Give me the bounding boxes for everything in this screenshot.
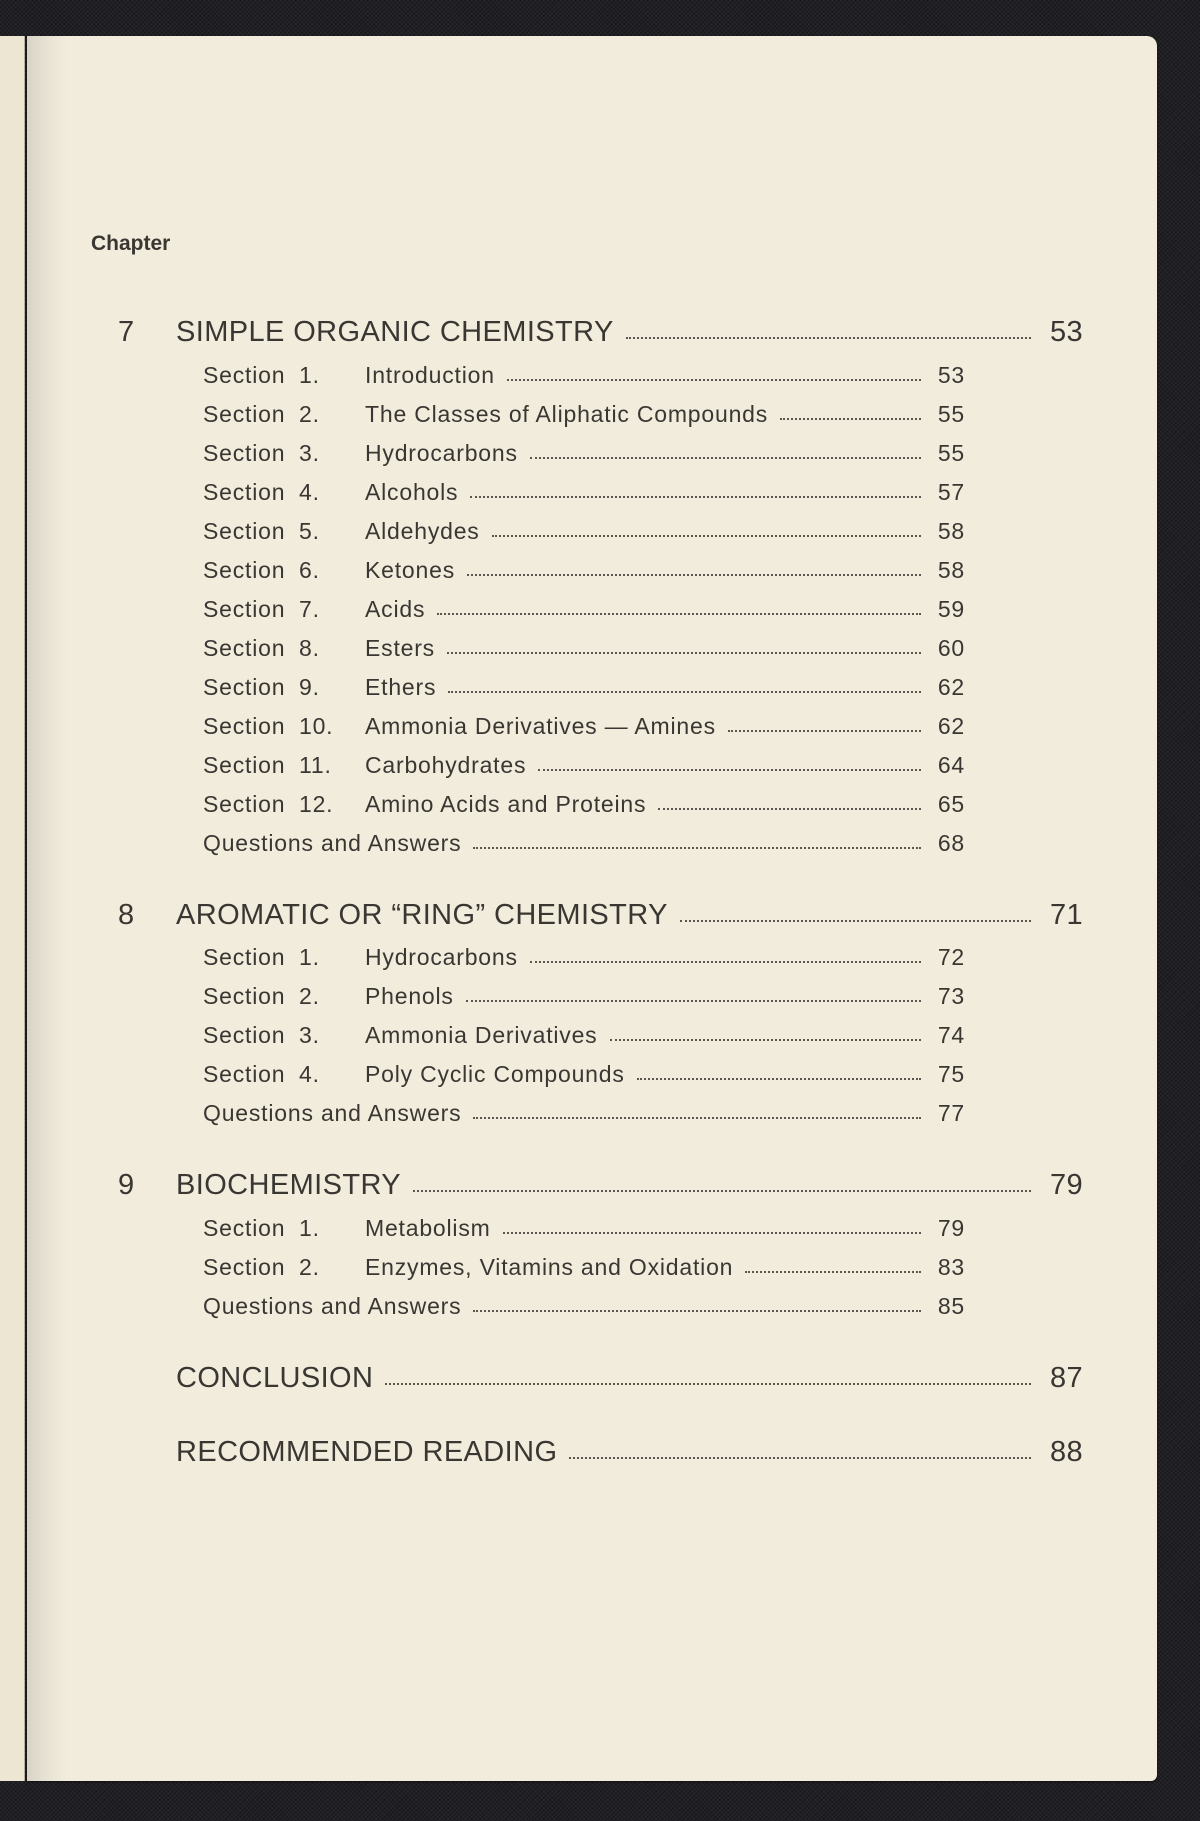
page-number: 68	[937, 830, 965, 856]
section-entry[interactable]	[203, 557, 965, 584]
book-page	[27, 36, 1157, 1781]
page-number: 83	[937, 1254, 965, 1280]
dot-leader	[780, 415, 921, 420]
dot-leader	[530, 454, 921, 459]
section-label: Section	[203, 518, 286, 544]
section-title: Amino Acids and Proteins	[365, 791, 647, 817]
page-number: 55	[937, 401, 965, 427]
section-title: Phenols	[365, 983, 454, 1009]
section-entry[interactable]	[203, 1254, 965, 1281]
page-number: 53	[1049, 316, 1083, 348]
section-number: 11.	[299, 752, 332, 778]
section-label: Section	[203, 479, 286, 505]
dot-leader	[658, 805, 921, 810]
section-entry[interactable]	[203, 944, 965, 971]
page-number: 64	[937, 752, 965, 778]
section-title: Ethers	[365, 674, 437, 700]
section-entry[interactable]	[203, 713, 965, 740]
dot-leader	[413, 1187, 1031, 1192]
section-entry[interactable]	[203, 1061, 965, 1088]
back-matter-title: CONCLUSION	[176, 1362, 374, 1394]
page-number: 71	[1049, 899, 1083, 931]
section-label: Section	[203, 713, 286, 739]
dot-leader	[385, 1380, 1031, 1385]
section-entry[interactable]	[203, 362, 965, 389]
chapter-title: BIOCHEMISTRY	[176, 1169, 402, 1201]
page-number: 60	[937, 635, 965, 661]
dot-leader	[626, 334, 1031, 339]
qa-title: Questions and Answers	[203, 1293, 462, 1319]
section-title: Esters	[365, 635, 435, 661]
page-number: 74	[937, 1022, 965, 1048]
section-number: 4.	[299, 479, 320, 505]
section-title: Acids	[365, 596, 426, 622]
section-number: 3.	[299, 440, 320, 466]
section-entry[interactable]	[203, 635, 965, 662]
section-label: Section	[203, 752, 286, 778]
section-label: Section	[203, 674, 286, 700]
questions-answers-entry[interactable]	[203, 830, 965, 857]
section-entry[interactable]	[203, 479, 965, 506]
section-label: Section	[203, 440, 286, 466]
section-label: Section	[203, 1022, 286, 1048]
section-number: 2.	[299, 1254, 320, 1280]
recommended-reading-entry[interactable]	[118, 1436, 1083, 1469]
section-number: 1.	[299, 1215, 320, 1241]
section-number: 10.	[299, 713, 334, 739]
dot-leader	[507, 376, 921, 381]
dot-leader	[530, 958, 921, 963]
section-title: Alcohols	[365, 479, 459, 505]
section-number: 2.	[299, 401, 320, 427]
section-number: 5.	[299, 518, 320, 544]
dot-leader	[466, 997, 921, 1002]
section-label: Section	[203, 791, 286, 817]
section-number: 7.	[299, 596, 320, 622]
chapter-entry[interactable]	[118, 899, 1083, 932]
page-number: 87	[1049, 1362, 1083, 1394]
section-entry[interactable]	[203, 1215, 965, 1242]
section-number: 8.	[299, 635, 320, 661]
page-number: 65	[937, 791, 965, 817]
section-label: Section	[203, 635, 286, 661]
dot-leader	[448, 688, 921, 693]
dot-leader	[745, 1268, 921, 1273]
conclusion-entry[interactable]	[118, 1362, 1083, 1395]
section-title: Introduction	[365, 362, 495, 388]
section-title: Enzymes, Vitamins and Oxidation	[365, 1254, 734, 1280]
section-title: Hydrocarbons	[365, 944, 518, 970]
dot-leader	[447, 649, 921, 654]
dot-leader	[637, 1075, 921, 1080]
page-number: 88	[1049, 1436, 1083, 1468]
dot-leader	[503, 1229, 921, 1234]
section-number: 6.	[299, 557, 320, 583]
section-entry[interactable]	[203, 440, 965, 467]
chapter-title: SIMPLE ORGANIC CHEMISTRY	[176, 316, 614, 348]
page-number: 85	[937, 1293, 965, 1319]
page-number: 79	[937, 1215, 965, 1241]
section-title: Hydrocarbons	[365, 440, 518, 466]
dot-leader	[473, 844, 921, 849]
section-label: Section	[203, 944, 286, 970]
chapter-entry[interactable]	[118, 316, 1083, 349]
section-title: Ammonia Derivatives — Amines	[365, 713, 716, 739]
page-number: 73	[937, 983, 965, 1009]
section-title: Metabolism	[365, 1215, 491, 1241]
section-label: Section	[203, 1254, 286, 1280]
table-of-contents	[27, 36, 1157, 1781]
dot-leader	[467, 571, 921, 576]
section-title: Ammonia Derivatives	[365, 1022, 598, 1048]
section-title: Aldehydes	[365, 518, 480, 544]
section-entry[interactable]	[203, 674, 965, 701]
section-label: Section	[203, 596, 286, 622]
section-entry[interactable]	[203, 752, 965, 779]
section-number: 4.	[299, 1061, 320, 1087]
dot-leader	[569, 1454, 1031, 1459]
chapter-number: 9	[118, 1169, 135, 1201]
dot-leader	[437, 610, 921, 615]
page-number: 62	[937, 713, 965, 739]
section-number: 1.	[299, 944, 320, 970]
dot-leader	[680, 917, 1031, 922]
section-entry[interactable]	[203, 596, 965, 623]
section-number: 3.	[299, 1022, 320, 1048]
page-number: 79	[1049, 1169, 1083, 1201]
dot-leader	[473, 1307, 921, 1312]
section-label: Section	[203, 1061, 286, 1087]
dot-leader	[492, 532, 921, 537]
toc-heading: Chapter	[91, 232, 171, 255]
chapter-number: 7	[118, 316, 135, 348]
chapter-entry[interactable]	[118, 1169, 1083, 1202]
section-number: 1.	[299, 362, 320, 388]
section-entry[interactable]	[203, 1022, 965, 1049]
chapter-title: AROMATIC OR “RING” CHEMISTRY	[176, 899, 668, 931]
section-title: Carbohydrates	[365, 752, 527, 778]
qa-title: Questions and Answers	[203, 830, 462, 856]
questions-answers-entry[interactable]	[203, 1293, 965, 1320]
section-label: Section	[203, 1215, 286, 1241]
section-number: 12.	[299, 791, 334, 817]
page-number: 62	[937, 674, 965, 700]
section-label: Section	[203, 557, 286, 583]
page-number: 58	[937, 518, 965, 544]
page-number: 57	[937, 479, 965, 505]
page-number: 55	[937, 440, 965, 466]
questions-answers-entry[interactable]	[203, 1100, 965, 1127]
chapter-number: 8	[118, 899, 135, 931]
facing-page-edge	[0, 36, 25, 1781]
section-label: Section	[203, 401, 286, 427]
section-title: Poly Cyclic Compounds	[365, 1061, 625, 1087]
section-label: Section	[203, 362, 286, 388]
page-number: 77	[937, 1100, 965, 1126]
section-entry[interactable]	[203, 401, 965, 428]
page-number: 75	[937, 1061, 965, 1087]
dot-leader	[610, 1036, 922, 1041]
dot-leader	[728, 727, 921, 732]
page-number: 59	[937, 596, 965, 622]
section-entry[interactable]	[203, 518, 965, 545]
section-title: The Classes of Aliphatic Compounds	[365, 401, 769, 427]
section-entry[interactable]	[203, 983, 965, 1010]
back-matter-title: RECOMMENDED READING	[176, 1436, 558, 1468]
dot-leader	[538, 766, 921, 771]
section-number: 2.	[299, 983, 320, 1009]
section-number: 9.	[299, 674, 320, 700]
page-number: 53	[937, 362, 965, 388]
dot-leader	[470, 493, 921, 498]
dot-leader	[473, 1114, 921, 1119]
section-entry[interactable]	[203, 791, 965, 818]
qa-title: Questions and Answers	[203, 1100, 462, 1126]
section-title: Ketones	[365, 557, 455, 583]
section-label: Section	[203, 983, 286, 1009]
page-number: 58	[937, 557, 965, 583]
page-number: 72	[937, 944, 965, 970]
